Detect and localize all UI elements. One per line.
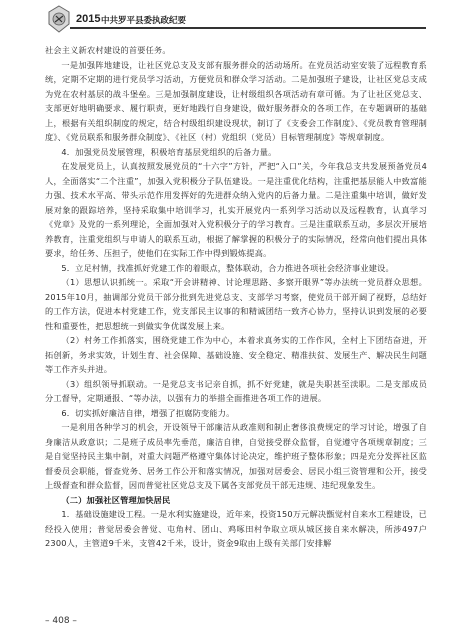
paragraph: （3）组织领导抓联动。一是党总支书记亲自抓，抓不好党建，就是失职甚至渎职。二是支部成员分工督导，定期通报、“等办法，以强有力的举措全面推进各项工作的进展。 <box>45 378 427 403</box>
paragraph: 5．立足村情，找准抓好党建工作的着眼点，整体联动，合力推进各项社会经济事业建设。 <box>61 262 394 273</box>
party-emblem-icon <box>46 4 72 34</box>
body-text <box>45 43 427 551</box>
header-year: 2015 <box>76 13 101 25</box>
paragraph: 6．切实抓好廉洁自律，增强了拒腐防变能力。 <box>61 407 235 418</box>
page-header <box>0 0 471 40</box>
paragraph: 一是利用各种学习的机会，开设领导干部廉洁从政准则和制止奢侈浪费规定的学习讨论，增强了自身廉洁从政意识；二是班子成员率先垂范，廉洁自律，自觉接受群众监督，自觉遵守各项规章制度；三是自觉坚持民主集中制，对重大问题严格遵守集体讨论决定，维护班子整体形象；四是充分发挥社区监督委员会职能，督查党务、居务工作公开和落实情况，加强对居委会、居民小组三资管理和公开，接受上级督查和群众监督，因而普觉社区党总支及下属各支部党员干部无违规、违纪现象发生。 <box>45 422 427 490</box>
paragraph: 1．基础设施建设工程。一是水利实施建设，近年来，投资150万元解决甑觉村自来水工程建设，已经投入使用；普觉居委会普觉、屯角村、团山、鸡啄田村争取立项从城区接自来水解决，所涉497户2300人，主管道9千米，支管42千米，设计，资金9取由上级有关部门安排解 <box>45 509 427 548</box>
section-subheading: （二）加强社区管理加快居民 <box>61 494 171 505</box>
header-title: 中共罗平县委执政纪要 <box>101 16 187 26</box>
paragraph: 社会主义新农村建设的首要任务。 <box>45 45 171 55</box>
page-number: – 408 – <box>45 616 77 626</box>
paragraph: （2）村务工作抓落实，围绕党建工作为中心，本着求真务实的工作作风，全村上下团结奋进，开拓创新，务求实效，计划生育、社会保障、基础设施、安全稳定、精准扶贫、发展生产、解决民生问题等工作齐头并进。 <box>45 335 427 374</box>
header-rule <box>70 27 426 29</box>
paragraph: 在发展党员上，认真按照发展党员的“十六字”方针，严把“入口”关，今年我总支共发展预备党员4人，全面落实“二个注重”，加强入党积极分子队伍建设。一是注重优化结构，注重把基层能人中致富能力强、技术水平高、带头示范作用发挥好的先进群众纳入党内的后备力量。二是注重集中培训，做好发展对象的跟踪培养，坚持采取集中培训学习，扎实开展党内一系列学习活动以及远程教育，认真学习《党章》及党的一系列理论，全面加强对入党积极分子的学习教育。三是注重联系互动，多层次开展培养教育，注重党组织与申请人的联系互动，根据了解掌握的积极分子的实际情况，经常向他们提出具体要求，给任务、压担子，使他们在实际工作中得到锻炼提高。 <box>45 161 427 258</box>
paragraph: （1）思想认识抓统一。采取“开会讲精神、讨论理思路、多察开眼界”等办法统一党员群众思想。2015年10月，抽调部分党员干部分批到先进党总支、支部学习考察，使党员干部开阔了视野，总结好的工作方法，促进本村党建工作，党支部民主议事的和精诚团结一致齐心协力，坚持认识到发展的必要性和重要性，把思想统一到做实争优谋发展上来。 <box>45 277 427 331</box>
paragraph: 4．加强党员发展管理，积极培育基层党组织的后备力量。 <box>61 146 277 157</box>
paragraph: 一是加强阵地建设，让社区党总支及支部有服务群众的活动场所。在党员活动室安装了远程教育系统，定期不定期的进行党员学习活动，方便党员和群众学习活动。二是加强班子建设，让社区党总支成为党在农村基层的战斗堡垒。三是加强制度建设，让村级组织各项活动有章可循。为了让社区党总支、支部更好地明确要求、履行职责，更好地践行自身建设，做好服务群众的各项工作，在专题调研的基础上，根据有关组织制度的规定，结合村级组织建设现状，制订了《支委会工作制度》、《党员教育管理制度》、《党员联系和服务群众制度》、《社区（村）党组织（党员）目标管理制度》等规章制度。 <box>45 59 427 142</box>
